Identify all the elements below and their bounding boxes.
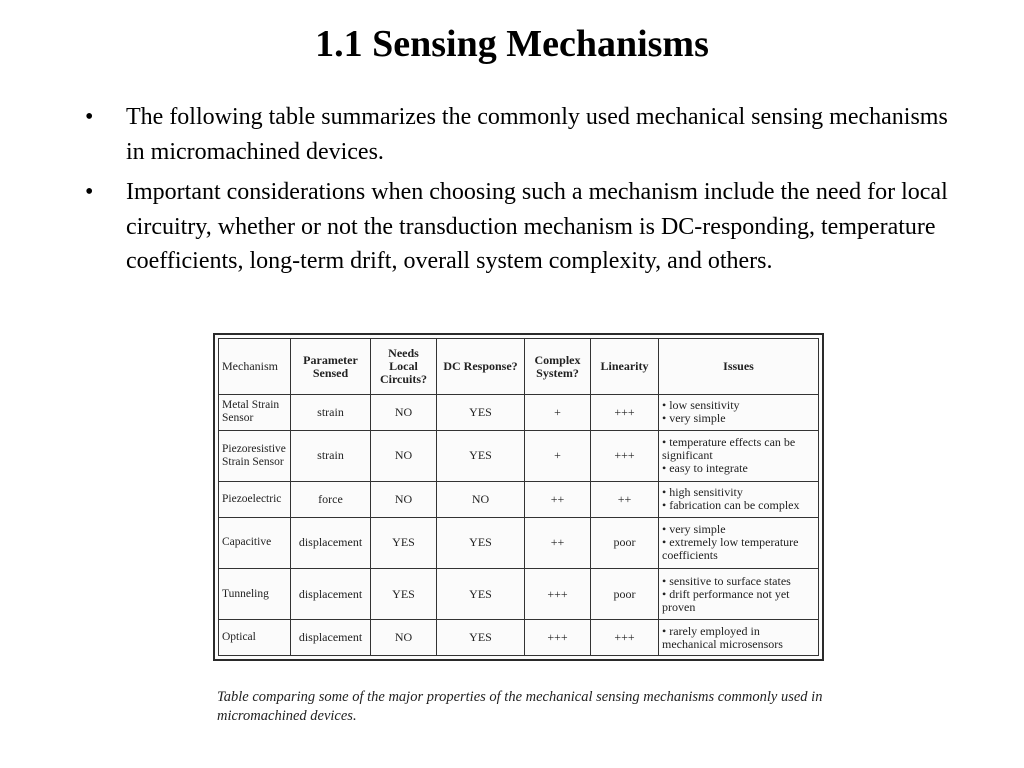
bullet-item: [85, 175, 955, 279]
issue-item: • drift performance not yet proven: [662, 586, 790, 614]
dc-response-cell: YES: [437, 517, 525, 568]
parameter-cell: strain: [291, 430, 371, 481]
linearity-cell: +++: [591, 395, 659, 431]
issue-item: • easy to integrate: [662, 461, 748, 476]
linearity-cell: +++: [591, 620, 659, 656]
table-row: [219, 430, 819, 481]
column-header: Needs Local Circuits?: [371, 339, 437, 395]
linearity-cell: poor: [591, 568, 659, 619]
slide-title: 1.1 Sensing Mechanisms: [315, 23, 709, 65]
mechanism-cell: Metal Strain Sensor: [219, 395, 291, 431]
issues-cell: [659, 481, 819, 517]
bullet-text: The following table summarizes the commonly used mechanical sensing mechanisms in micromachined devices.: [126, 104, 948, 165]
complex-system-cell: +++: [525, 568, 591, 619]
local-circuits-cell: NO: [371, 481, 437, 517]
table-row: [219, 568, 819, 619]
linearity-cell: ++: [591, 481, 659, 517]
issue-item: • fabrication can be complex: [662, 498, 800, 513]
issues-cell: [659, 395, 819, 431]
dc-response-cell: NO: [437, 481, 525, 517]
dc-response-cell: YES: [437, 430, 525, 481]
table-header-row: [219, 339, 819, 395]
issue-item: • high sensitivity: [662, 485, 743, 500]
local-circuits-cell: NO: [371, 620, 437, 656]
issue-item: • low sensitivity: [662, 398, 740, 413]
table-image-frame: [213, 333, 824, 661]
parameter-cell: displacement: [291, 517, 371, 568]
complex-system-cell: ++: [525, 517, 591, 568]
mechanism-cell: Capacitive: [219, 517, 291, 568]
issue-item: • sensitive to surface states: [662, 573, 791, 588]
bullet-dot: •: [85, 179, 94, 205]
linearity-cell: poor: [591, 517, 659, 568]
issues-cell: [659, 620, 819, 656]
mechanism-cell: Piezoelectric: [219, 481, 291, 517]
column-header: Issues: [659, 339, 819, 395]
dc-response-cell: YES: [437, 620, 525, 656]
issues-cell: [659, 568, 819, 619]
mechanism-cell: Piezoresistive Strain Sensor: [219, 430, 291, 481]
parameter-cell: displacement: [291, 620, 371, 656]
dc-response-cell: YES: [437, 568, 525, 619]
issue-item: • temperature effects can be significant: [662, 435, 796, 463]
bullet-list: [85, 100, 955, 285]
column-header: DC Response?: [437, 339, 525, 395]
local-circuits-cell: YES: [371, 517, 437, 568]
table-row: [219, 395, 819, 431]
parameter-cell: force: [291, 481, 371, 517]
column-header: Linearity: [591, 339, 659, 395]
complex-system-cell: +++: [525, 620, 591, 656]
table-row: [219, 620, 819, 656]
mechanism-cell: Optical: [219, 620, 291, 656]
column-header: Parameter Sensed: [291, 339, 371, 395]
bullet-item: [85, 100, 955, 169]
issue-item: • very simple: [662, 411, 726, 426]
issues-cell: [659, 430, 819, 481]
table-caption: Table comparing some of the major properties of the mechanical sensing mechanisms commonly used in micromachined devices.: [217, 689, 823, 724]
bullet-dot: •: [85, 104, 94, 130]
mechanism-cell: Tunneling: [219, 568, 291, 619]
parameter-cell: strain: [291, 395, 371, 431]
issue-item: • extremely low temperature coefficients: [662, 535, 799, 563]
local-circuits-cell: NO: [371, 395, 437, 431]
sensing-mechanisms-table: [218, 338, 819, 656]
dc-response-cell: YES: [437, 395, 525, 431]
bullet-text: Important considerations when choosing such a mechanism include the need for local circuitry, whether or not the transduction mechanism is DC-responding, temperature coefficients, long-term drift, overall system complexity, and others.: [126, 179, 948, 274]
complex-system-cell: +: [525, 395, 591, 431]
complex-system-cell: +: [525, 430, 591, 481]
column-header: Complex System?: [525, 339, 591, 395]
parameter-cell: displacement: [291, 568, 371, 619]
issue-item: • rarely employed in mechanical microsensors: [662, 623, 783, 651]
local-circuits-cell: YES: [371, 568, 437, 619]
table-row: [219, 517, 819, 568]
issues-cell: [659, 517, 819, 568]
issue-item: • very simple: [662, 522, 726, 537]
local-circuits-cell: NO: [371, 430, 437, 481]
column-header: Mechanism: [219, 339, 291, 395]
complex-system-cell: ++: [525, 481, 591, 517]
table-row: [219, 481, 819, 517]
linearity-cell: +++: [591, 430, 659, 481]
